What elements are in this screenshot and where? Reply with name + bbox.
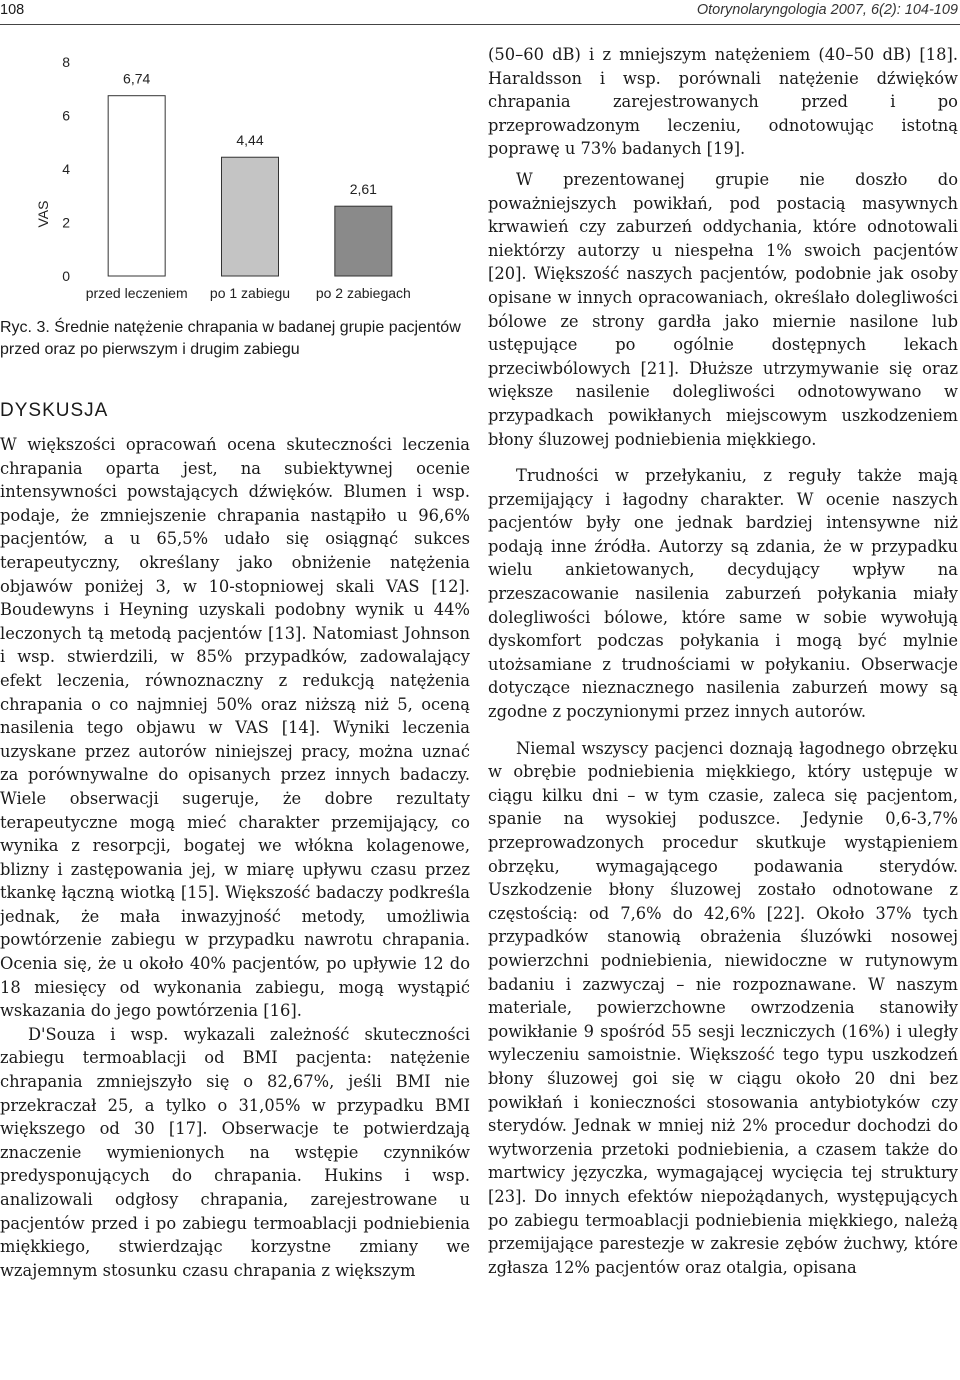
right-paragraph-4: Niemal wszyscy pacjenci doznają łagodnego obrzęku w obrębie podniebienia miękkiego, który ustępuje w ciągu kilku dni – w tym czasie, zaleca się pacjentom, spanie na wysokiej poduszce. Jedynie 0,6-3,7% przeprowadzonych procedur skutkuje wystąpieniem obrzęku, wymagającego podawania sterydów. Uszkodzenie błony śluzowej zostało odnotowane z częstością: od 7,6% do 42,6% [22]. Około 37% tych przypadków stanowią obrażenia śluzówki nosowej powierzchni podniebienia, niewidoczne w rutynowym badaniu i zazwyczaj – nie rozpoznawane. W naszym materiale, powierzchowne owrzodzenia stanowiły powikłanie 9 spośród 55 sesji leczniczych (16%) i uległy wyleczeniu samoistnie. Większość tego typu uszkodzeń błony śluzowej goi się w ciągu około 20 dni bez powikłań i konieczności stosowania antybiotyków czy sterydów. Jednak w mniej niż 2% procedur dochodzi do wytworzenia przetoki podniebienia, a czasem także do martwicy języczka, wymagającej wycięcia tej struktury [23]. Do innych efektów niepożądanych, występujących po zabiegu termoablacji podniebienia miękkiego, należą przemijające parestezje w zakresie zębów żuchwy, które zgłasza 12% pacjentów oraz otalgia, opisana bbox=[488, 738, 958, 1277]
right-paragraph-2: W prezentowanej grupie nie doszło do poważniejszych powikłań, pod postacią masywnych krwawień czy zaburzeń oddychania, które odnotowali niektórzy autorzy u niespełna 1% swoich pacjentów [20]. Większość naszych pacjentów, podobnie jak osoby opisane w innych opracowaniach, określało dolegliwości bólowe ze strony gardła jako miernie nasilone lub ustępujące po ogólnie dostępnych lekach przeciwbólowych [21]. Dłuższe utrzymywanie się oraz większe nasilenie dolegliwości odnotowywano w przypadkach powikłanych miejscowym uszkodzeniem błony śluzowej podniebienia miękkiego. bbox=[488, 169, 958, 449]
vas-bar-chart bbox=[0, 44, 470, 304]
bar bbox=[222, 157, 279, 276]
left-column bbox=[0, 433, 470, 1282]
right-paragraph-3: Trudności w przełykaniu, z reguły także mają przemijający i łagodny charakter. W ocenie naszych pacjentów były one jednak bardziej intensywne niż podają inne źródła. Autorzy są zdania, że w przypadku wielu ankietowanych, decydujący wpływ na przeszacowanie nasilenia zaburzeń połykania miały dolegliwości bólowe, które same w sobie wywołują dyskomfort podczas połykania i mogą być mylnie utożsamiane z trudnościami w połykaniu. Obserwacje dotyczące nieznacznego nasilenia zaburzeń mowy są zgodne z poczynionymi przez innych autorów. bbox=[488, 466, 958, 722]
journal-citation: Otorynolaryngologia 2007, 6(2): 104-109 bbox=[696, 2, 958, 18]
bar-value-label: 4,44 bbox=[236, 132, 264, 149]
chart-svg bbox=[0, 44, 470, 304]
left-paragraph-2: D'Souza i wsp. wykazali zależność skuteczności zabiegu termoablacji od BMI pacjenta: natężenie chrapania zmniejszyło się o 82,67%, jeśli BMI nie przekraczał 25, a tylko o 31,05% w przypadku BMI większego od 30 [17]. Obserwacje te potwierdzają znaczenie wymienionych na wstępie czynników predysponujących do chrapania. Hukins i wsp. analizowali odgłosy chrapania, zarejestrowane u pacjentów przed i po zabiegu termoablacji podniebienia miękkiego, stwierdzając korzystne zmiany we wzajemnym stosunku czasu chrapania z większym bbox=[0, 1024, 470, 1280]
bar bbox=[108, 96, 165, 276]
bar bbox=[335, 206, 392, 276]
page-header bbox=[0, 0, 960, 25]
page-number: 108 bbox=[0, 2, 25, 18]
section-title: DYSKUSJA bbox=[0, 400, 109, 421]
y-tick-label: 4 bbox=[62, 161, 70, 177]
x-category-label: po 2 zabiegach bbox=[315, 285, 411, 301]
y-tick-label: 0 bbox=[62, 268, 70, 284]
y-tick-label: 8 bbox=[62, 54, 70, 70]
y-axis-label: VAS bbox=[35, 200, 51, 228]
figure-caption: Ryc. 3. Średnie natężenie chrapania w badanej grupie pacjentów przed oraz po pierwszym i drugim zabiegu bbox=[0, 319, 461, 358]
x-category-label: przed leczeniem bbox=[85, 285, 188, 301]
y-tick-label: 2 bbox=[62, 214, 70, 231]
bar-value-label: 2,61 bbox=[349, 181, 377, 198]
y-tick-label: 6 bbox=[62, 107, 70, 124]
right-paragraph-1: (50–60 dB) i z mniejszym natężeniem (40–50 dB) [18]. Haraldsson i wsp. porównali natężenie dźwięków chrapania zarejestrowanych przed i po przeprowadzonym leczeniu, odnotowując istotną poprawę u 73% badanych [19]. bbox=[488, 45, 958, 159]
x-category-label: po 1 zabiegu bbox=[209, 285, 291, 301]
right-column bbox=[488, 43, 958, 1279]
left-paragraph-1: W większości opracowań ocena skuteczności leczenia chrapania oparta jest, na subiektywnej ocenie intensywności powstających dźwięków. Blumen i wsp. podaje, że zmniejszenie chrapania nastąpiło u 96,6% pacjentów, a u 65,5% udało się osiągnąć sukces terapeutyczny, określany jako obniżenie natężenia objawów poniżej 3, w 10-stopniowej skali VAS [12]. Boudewyns i Heyning uzyskali podobny wynik u 44% leczonych tą metodą pacjentów [13]. Natomiast Johnson i wsp. stwierdzili, w 85% przypadków, zadowalający efekt leczenia, równoznaczny z redukcją natężenia chrapania o co najmniej 50% oraz niższą niż 5, oceną nasilenia tego objawu w VAS [14]. Wyniki leczenia uzyskane przez autorów niniejszej pracy, można uznać za porównywalne do opisanych przez innych badaczy. Wiele obserwacji sugeruje, że dobre rezultaty terapeutyczne mogą mieć charakter przemijający, co wynika z resorpcji, bogatej we włókna kolagenowe, blizny i zastępowania jej, w miarę upływu czasu przez tkankę łączną wiotką [15]. Większość badaczy podkreśla jednak, że mała inwazyjność metody, umożliwia powtórzenie zabiegu w przypadku nawrotu chrapania. Ocenia się, że u około 40% pacjentów, po upływie 12 do 18 miesięcy od wykonania zabiegu, mogą wystąpić wskazania do jego powtórzenia [16]. bbox=[0, 435, 470, 1021]
bar-value-label: 6,74 bbox=[123, 70, 151, 87]
